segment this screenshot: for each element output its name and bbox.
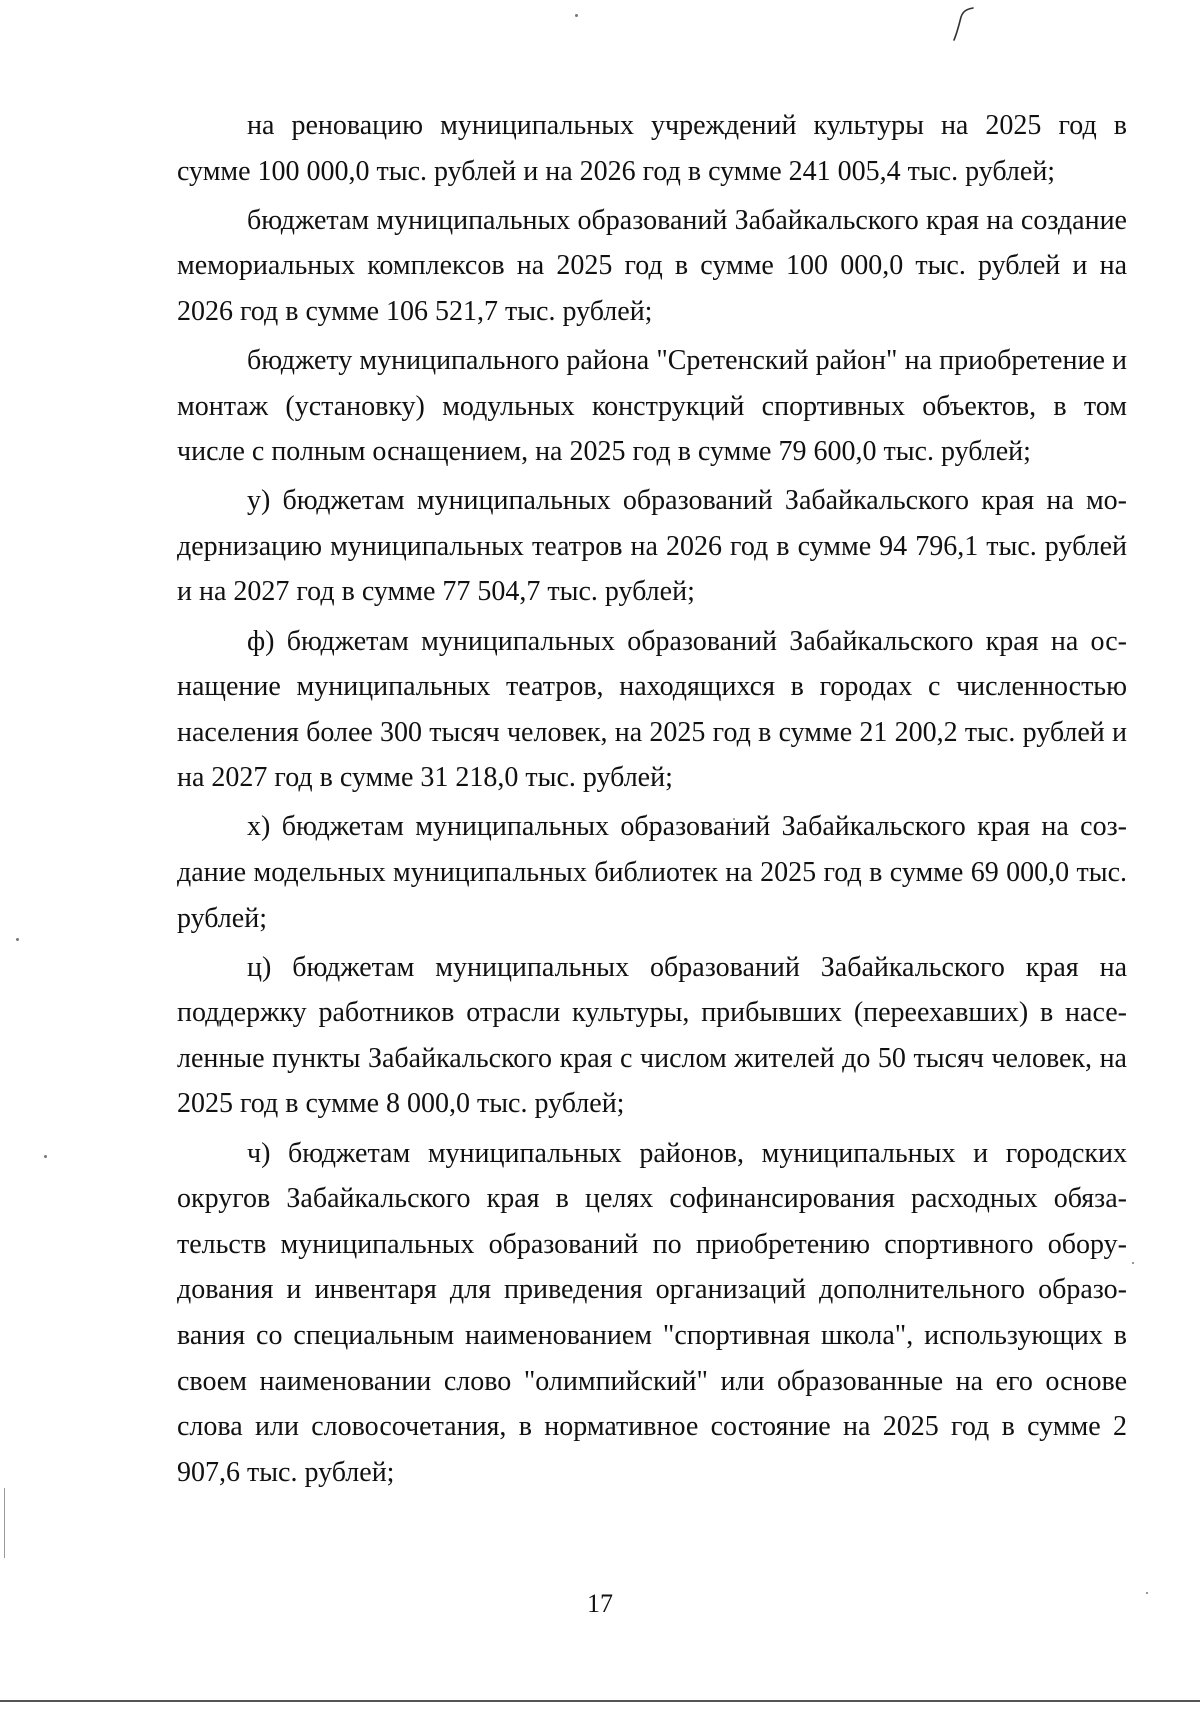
scan-speck (1132, 1262, 1134, 1264)
paragraph: ц) бюджетам муниципальных образований Забайкальского края на поддержку работников отрасли культуры, прибывших (переехавших) в населенные пункты Забайкальского края с числом жителей до 50 тысяч человек, на 2025 год в сумме 8 000,0 тыс. рублей; (177, 951, 1127, 1120)
paragraph: бюджету муниципального района "Сретенский район" на приобретение и монтаж (установку) модульных конструкций спортивных объектов, в том числе с полным оснащением, на 2025 год в сумме 79 600,0 тыс. рублей; (177, 344, 1127, 468)
scan-speck (16, 938, 19, 941)
handwritten-pen-mark (949, 5, 979, 43)
bottom-scan-edge-line (0, 1700, 1200, 1702)
paragraph: у) бюджетам муниципальных образований Забайкальского края на модернизацию муниципальных театров на 2026 год в сумме 94 796,1 тыс. рублей и на 2027 год в сумме 77 504,7 тыс. рублей; (177, 485, 1127, 608)
paragraph: ч) бюджетам муниципальных районов, муниципальных и городских округов Забайкальского края в целях софинансирования расходных обязательств муниципальных образований по приобретению спортивного оборудования и инвентаря для приведения организаций дополнительного образования со специальным наименованием "спортивная школа", использующих в своем наименовании слово "олимпийский" или образованные на его основе слова или словосочетания, в нормативное состояние на 2025 год в сумме 2 907,6 тыс. рублей; (177, 1137, 1127, 1488)
scan-speck (575, 14, 578, 17)
paragraph: на реновацию муниципальных учреждений культуры на 2025 год в сумме 100 000,0 тыс. рублей и на 2026 год в сумме 241 005,4 тыс. рублей; (177, 110, 1127, 187)
paragraph: бюджетам муниципальных образований Забайкальского края на создание мемориальных комплексов на 2025 год в сумме 100 000,0 тыс. рублей и на 2026 год в сумме 106 521,7 тыс. рублей; (177, 204, 1127, 327)
left-scan-edge-line (4, 1488, 5, 1558)
paragraph: ф) бюджетам муниципальных образований Забайкальского края на оснащение муниципальных театров, находящихся в городах с численностью населения более 300 тысяч человек, на 2025 год в сумме 21 200,2 тыс. рублей и на 2027 год в сумме 31 218,0 тыс. рублей; (177, 625, 1127, 794)
page-number: 17 (587, 1589, 613, 1618)
scan-speck (44, 1155, 47, 1158)
paragraph: х) бюджетам муниципальных образований Забайкальского края на создание модельных муниципальных библиотек на 2025 год в сумме 69 000,0 тыс. рублей; (177, 811, 1127, 934)
document-body (177, 103, 1127, 1499)
